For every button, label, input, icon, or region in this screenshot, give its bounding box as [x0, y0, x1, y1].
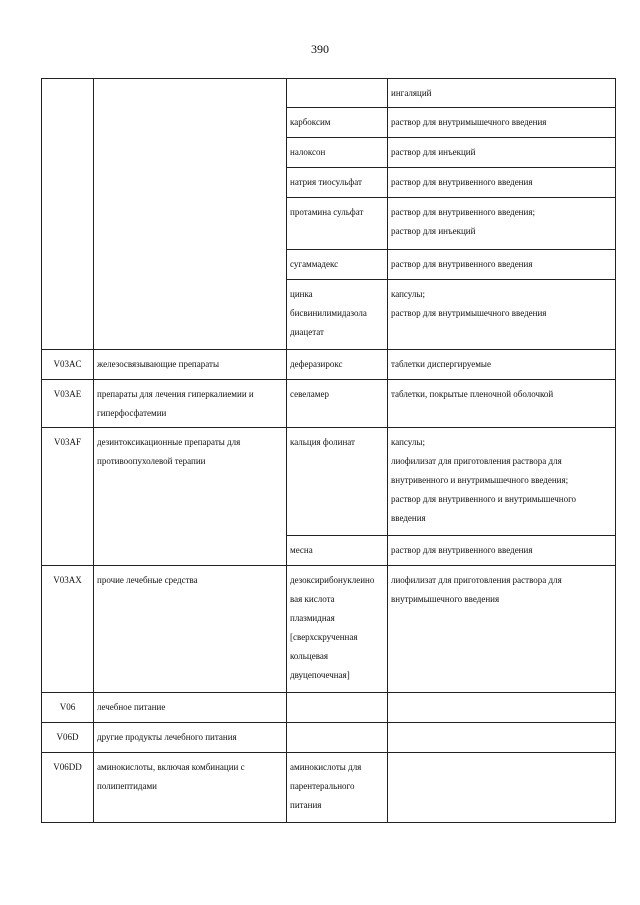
drug-name-cell	[287, 693, 388, 723]
table-row	[42, 380, 616, 428]
drug-name-cell: цинка бисвинилимидазола диацетат	[287, 280, 388, 350]
drug-name-cell: налоксон	[287, 138, 388, 168]
dosage-form-cell: таблетки диспергируемые	[388, 350, 616, 380]
dosage-form-cell: таблетки, покрытые пленочной оболочкой	[388, 380, 616, 428]
table-row	[42, 753, 616, 823]
drug-name-cell: кальция фолинат	[287, 428, 388, 536]
dosage-form-cell	[388, 753, 616, 823]
dosage-form-cell: капсулы; лиофилизат для приготовления раствора для внутривенного и внутримышечного введения; раствор для внутривенного и внутримышечного введения	[388, 428, 616, 536]
table-row	[42, 350, 616, 380]
table-row	[42, 723, 616, 753]
drug-name-cell: протамина сульфат	[287, 198, 388, 250]
atc-code-cell: V06	[42, 693, 94, 723]
drug-name-cell: месна	[287, 536, 388, 566]
dosage-form-cell: раствор для внутривенного введения	[388, 168, 616, 198]
dosage-form-cell: раствор для инъекций	[388, 138, 616, 168]
dosage-form-cell: капсулы; раствор для внутримышечного введения	[388, 280, 616, 350]
group-cell: прочие лечебные средства	[94, 566, 287, 693]
dosage-form-cell: раствор для внутривенного введения	[388, 536, 616, 566]
group-cell: препараты для лечения гиперкалиемии и гиперфосфатемии	[94, 380, 287, 428]
atc-code-cell: V06D	[42, 723, 94, 753]
group-cell: другие продукты лечебного питания	[94, 723, 287, 753]
dosage-form-cell: ингаляций	[388, 79, 616, 108]
atc-code-cell: V03AC	[42, 350, 94, 380]
table-row	[42, 566, 616, 693]
atc-code-cell	[42, 79, 94, 350]
table-row	[42, 79, 616, 108]
dosage-form-cell: раствор для внутривенного введения	[388, 250, 616, 280]
table-row	[42, 428, 616, 536]
group-cell: лечебное питание	[94, 693, 287, 723]
group-cell: аминокислоты, включая комбинации с полипептидами	[94, 753, 287, 823]
drug-name-cell	[287, 723, 388, 753]
dosage-form-cell: раствор для внутривенного введения; раствор для инъекций	[388, 198, 616, 250]
atc-code-cell: V03AX	[42, 566, 94, 693]
dosage-form-cell	[388, 723, 616, 753]
dosage-form-cell: лиофилизат для приготовления раствора для внутримышечного введения	[388, 566, 616, 693]
page-number: 390	[311, 42, 329, 56]
drug-table	[41, 78, 616, 823]
group-cell	[94, 79, 287, 350]
atc-code-cell: V06DD	[42, 753, 94, 823]
drug-name-cell	[287, 79, 388, 108]
group-cell: железосвязывающие препараты	[94, 350, 287, 380]
drug-name-cell: сугаммадекс	[287, 250, 388, 280]
drug-name-cell: дезоксирибонуклеино вая кислота плазмидная [сверхскрученная кольцевая двуцепочечная]	[287, 566, 388, 693]
atc-code-cell: V03AE	[42, 380, 94, 428]
group-cell: дезинтоксикационные препараты для противоопухолевой терапии	[94, 428, 287, 566]
dosage-form-cell	[388, 693, 616, 723]
drug-name-cell: натрия тиосульфат	[287, 168, 388, 198]
drug-name-cell: карбоксим	[287, 108, 388, 138]
drug-name-cell: севеламер	[287, 380, 388, 428]
drug-name-cell: деферазирокс	[287, 350, 388, 380]
dosage-form-cell: раствор для внутримышечного введения	[388, 108, 616, 138]
atc-code-cell: V03AF	[42, 428, 94, 566]
drug-name-cell: аминокислоты для парентерального питания	[287, 753, 388, 823]
table-row	[42, 693, 616, 723]
